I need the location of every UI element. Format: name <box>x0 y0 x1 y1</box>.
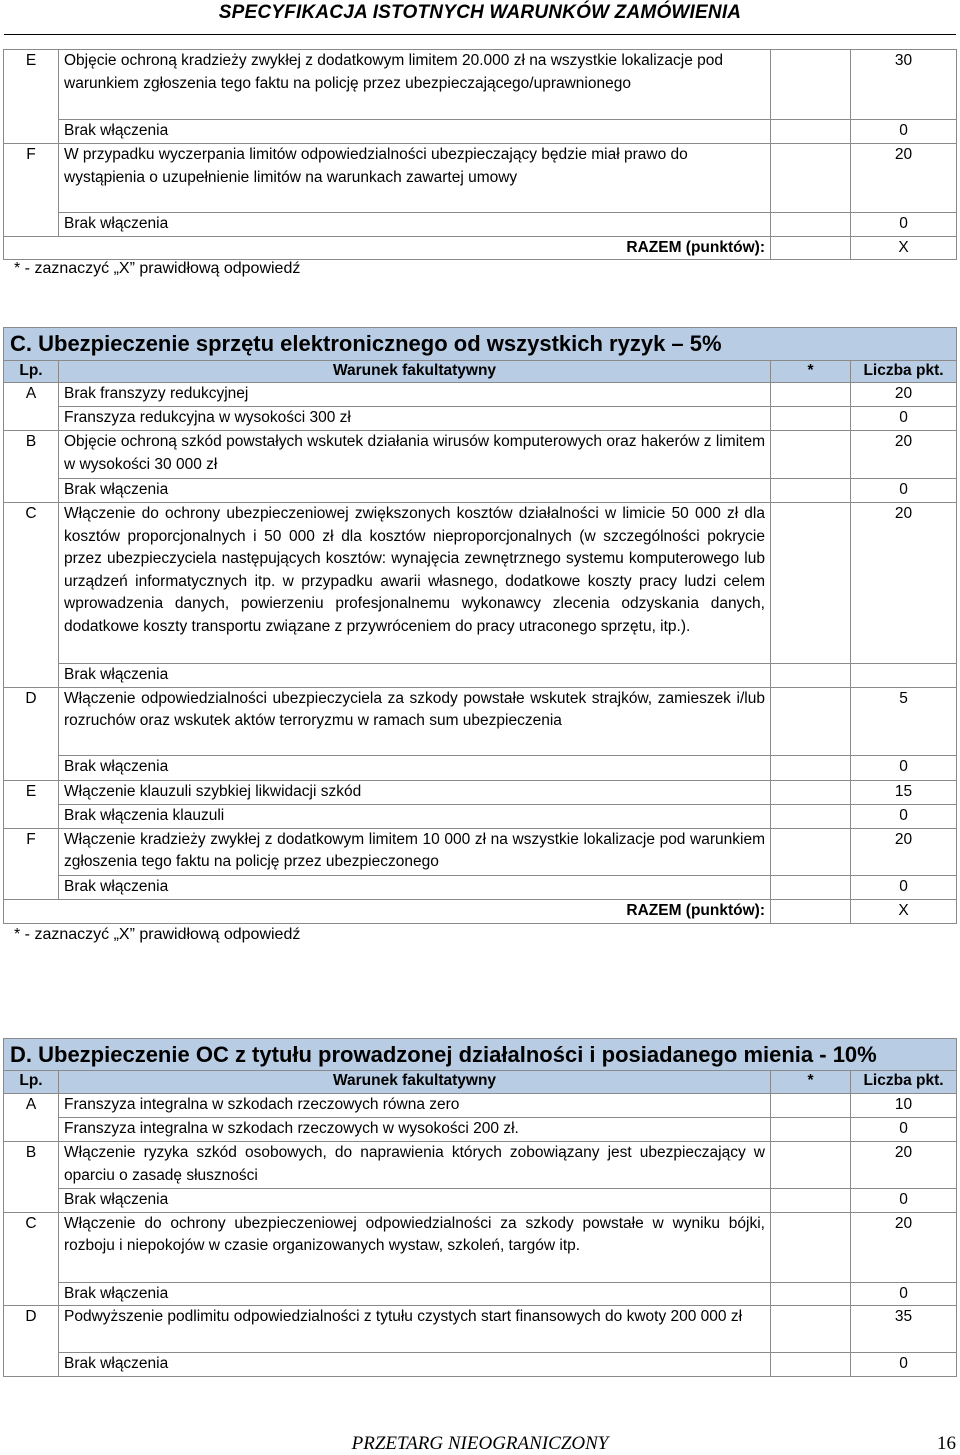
total-mark-cell[interactable] <box>771 236 851 260</box>
points-value: 20 <box>851 1212 957 1282</box>
row-label: D <box>4 687 59 780</box>
condition-text: Objęcie ochroną szkód powstałych wskutek działania wirusów komputerowych oraz hakerów z limitem w wysokości 30 000 zł <box>59 431 771 479</box>
points-value: 0 <box>851 120 957 144</box>
points-value: 10 <box>851 1094 957 1118</box>
col-header-star: * <box>771 361 851 383</box>
section-c-title: C. Ubezpieczenie sprzętu elektronicznego od wszystkich ryzyk – 5% <box>4 328 957 361</box>
condition-text: Brak włączenia <box>59 479 771 503</box>
points-value: 15 <box>851 780 957 804</box>
col-header-lp: Lp. <box>4 361 59 383</box>
points-value: 0 <box>851 804 957 828</box>
mark-cell[interactable] <box>771 213 851 237</box>
mark-cell[interactable] <box>771 875 851 899</box>
mark-cell[interactable] <box>771 755 851 780</box>
condition-text: Brak włączenia <box>59 875 771 899</box>
points-value: 30 <box>851 50 957 120</box>
mark-cell[interactable] <box>771 50 851 120</box>
mark-cell[interactable] <box>771 687 851 755</box>
footer-procedure-name: PRZETARG NIEOGRANICZONY <box>351 1433 609 1454</box>
row-label: E <box>4 780 59 828</box>
row-label: B <box>4 1142 59 1213</box>
row-label: D <box>4 1306 59 1377</box>
mark-cell[interactable] <box>771 1118 851 1142</box>
points-value <box>851 664 957 688</box>
condition-text: Objęcie ochroną kradzieży zwykłej z dodatkowym limitem 20.000 zł na wszystkie lokalizacje pod warunkiem zgłoszenia tego faktu na policję przez ubezpieczającego/uprawnionego <box>59 50 771 120</box>
mark-cell[interactable] <box>771 407 851 431</box>
col-header-condition: Warunek fakultatywny <box>59 361 771 383</box>
condition-text: Brak włączenia <box>59 213 771 237</box>
mark-cell[interactable] <box>771 1212 851 1282</box>
condition-text: Włączenie odpowiedzialności ubezpieczyciela za szkody powstałe wskutek strajków, zamieszek i/lub rozruchów oraz wskutek aktów terroryzmu w ramach sum ubezpieczenia <box>59 687 771 755</box>
condition-text: W przypadku wyczerpania limitów odpowiedzialności ubezpieczający będzie miał prawo do wystąpienia o uzupełnienie limitów na warunkach zawartej umowy <box>59 144 771 213</box>
points-value: 20 <box>851 144 957 213</box>
condition-text: Brak włączenia klauzuli <box>59 804 771 828</box>
mark-cell[interactable] <box>771 120 851 144</box>
points-value: 0 <box>851 755 957 780</box>
condition-text: Brak franszyzy redukcyjnej <box>59 383 771 407</box>
points-value: 20 <box>851 828 957 875</box>
condition-text: Brak włączenia <box>59 664 771 688</box>
points-value: 0 <box>851 1353 957 1377</box>
condition-text: Brak włączenia <box>59 1353 771 1377</box>
row-label: B <box>4 431 59 503</box>
points-value: 20 <box>851 503 957 664</box>
col-header-lp: Lp. <box>4 1071 59 1094</box>
condition-text: Franszyza redukcyjna w wysokości 300 zł <box>59 407 771 431</box>
condition-text: Włączenie klauzuli szybkiej likwidacji szkód <box>59 780 771 804</box>
row-label: C <box>4 503 59 688</box>
mark-cell[interactable] <box>771 479 851 503</box>
col-header-points: Liczba pkt. <box>851 1071 957 1094</box>
points-value: 0 <box>851 213 957 237</box>
mark-cell[interactable] <box>771 828 851 875</box>
mark-cell[interactable] <box>771 144 851 213</box>
points-value: 20 <box>851 383 957 407</box>
points-value: 0 <box>851 1189 957 1213</box>
condition-text: Brak włączenia <box>59 1189 771 1213</box>
col-header-points: Liczba pkt. <box>851 361 957 383</box>
total-mark-cell[interactable] <box>771 899 851 923</box>
points-value: 20 <box>851 1142 957 1189</box>
condition-text: Franszyza integralna w szkodach rzeczowych równa zero <box>59 1094 771 1118</box>
row-label: A <box>4 1094 59 1142</box>
points-value: 0 <box>851 1118 957 1142</box>
row-label: F <box>4 828 59 899</box>
mark-cell[interactable] <box>771 1306 851 1353</box>
row-label: F <box>4 144 59 237</box>
row-label: C <box>4 1212 59 1306</box>
points-value: 0 <box>851 479 957 503</box>
footnote: * - zaznaczyć „X” prawidłową odpowiedź <box>14 260 301 277</box>
total-value: X <box>851 236 957 260</box>
mark-cell[interactable] <box>771 1353 851 1377</box>
mark-cell[interactable] <box>771 383 851 407</box>
row-label: A <box>4 383 59 431</box>
condition-text: Franszyza integralna w szkodach rzeczowych w wysokości 200 zł. <box>59 1118 771 1142</box>
points-value: 5 <box>851 687 957 755</box>
section-c-table <box>3 327 957 924</box>
page-number: 16 <box>937 1433 956 1454</box>
total-label: RAZEM (punktów): <box>4 236 771 260</box>
mark-cell[interactable] <box>771 503 851 664</box>
condition-text: Włączenie ryzyka szkód osobowych, do naprawienia których zobowiązany jest ubezpieczający w oparciu o zasadę słuszności <box>59 1142 771 1189</box>
points-value: 0 <box>851 407 957 431</box>
points-value: 0 <box>851 1282 957 1306</box>
mark-cell[interactable] <box>771 1142 851 1189</box>
page-header-title: SPECYFIKACJA ISTOTNYCH WARUNKÓW ZAMÓWIENIA <box>218 2 742 23</box>
condition-text: Brak włączenia <box>59 120 771 144</box>
footnote: * - zaznaczyć „X” prawidłową odpowiedź <box>14 926 301 943</box>
mark-cell[interactable] <box>771 1094 851 1118</box>
col-header-condition: Warunek fakultatywny <box>59 1071 771 1094</box>
condition-text: Podwyższenie podlimitu odpowiedzialności z tytułu czystych start finansowych do kwoty 200 000 zł <box>59 1306 771 1353</box>
header-rule <box>4 34 956 35</box>
mark-cell[interactable] <box>771 804 851 828</box>
mark-cell[interactable] <box>771 780 851 804</box>
condition-text: Włączenie do ochrony ubezpieczeniowej odpowiedzialności za szkody powstałe w wyniku bójki, rozboju i niepokojów w czasie organizowanych wystaw, szkoleń, targów itp. <box>59 1212 771 1282</box>
condition-text: Brak włączenia <box>59 1282 771 1306</box>
section-d-table <box>3 1038 957 1377</box>
points-value: 35 <box>851 1306 957 1353</box>
mark-cell[interactable] <box>771 431 851 479</box>
condition-text: Włączenie do ochrony ubezpieczeniowej zwiększonych kosztów działalności w limicie 50 000 zł dla kosztów proporcjonalnych i 50 000 zł dla kosztów nieproporcjonalnych (w szczególności pokrycie przez ubezpieczyciela następujących kosztów: wynajęcia zewnętrznego systemu komputerowego lub urządzeń informatycznych itp. w przypadku awarii własnego, dodatkowe koszty pracy ludzi celem wprowadzenia danych, powierzeniu profesjonalnemu wykonawcy zlecenia odzyskania danych, dodatkowe koszty transportu związane z przywróceniem do pracy utraconego sprzętu, itp.). <box>59 503 771 664</box>
total-label: RAZEM (punktów): <box>4 899 771 923</box>
section-d-title: D. Ubezpieczenie OC z tytułu prowadzonej działalności i posiadanego mienia - 10% <box>4 1039 957 1071</box>
points-value: 20 <box>851 431 957 479</box>
condition-text: Brak włączenia <box>59 755 771 780</box>
row-label: E <box>4 50 59 144</box>
condition-text: Włączenie kradzieży zwykłej z dodatkowym limitem 10 000 zł na wszystkie lokalizacje pod warunkiem zgłoszenia tego faktu na policję przez ubezpieczonego <box>59 828 771 875</box>
total-value: X <box>851 899 957 923</box>
col-header-star: * <box>771 1071 851 1094</box>
mark-cell[interactable] <box>771 664 851 688</box>
mark-cell[interactable] <box>771 1189 851 1213</box>
mark-cell[interactable] <box>771 1282 851 1306</box>
top-table <box>3 49 957 260</box>
points-value: 0 <box>851 875 957 899</box>
